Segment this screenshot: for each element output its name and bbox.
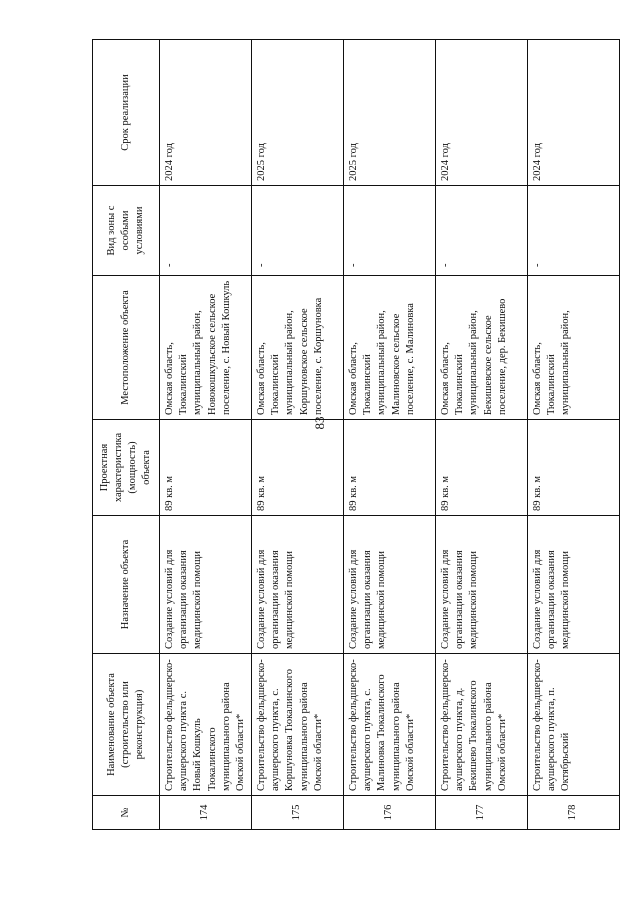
object-zone: - (436, 186, 528, 276)
page-number: 83 (312, 416, 327, 430)
object-purpose: Создание условий для организации оказания медицинской помощи (528, 516, 620, 654)
object-term: 2025 год (252, 40, 344, 186)
object-characteristic: 89 кв. м (528, 420, 620, 516)
object-characteristic: 89 кв. м (344, 420, 436, 516)
header-name: Наименование объекта (строительство или реконструкция) (93, 654, 160, 796)
object-name: Строительство фельдшерско-акушерского пункта, п. Октябрьский (528, 654, 620, 796)
object-zone: - (344, 186, 436, 276)
row-number: 178 (528, 796, 620, 830)
rotated-table-container (92, 40, 579, 830)
object-location: Омская область, Тюкалинский муниципальный район, Коршуновское сельское поселение, с. Коршуновка (252, 276, 344, 420)
object-characteristic: 89 кв. м (160, 420, 252, 516)
object-location: Омская область, Тюкалинский муниципальный район, Новокошкульское сельское поселение, с. Новый Кошкуль (160, 276, 252, 420)
object-characteristic: 89 кв. м (252, 420, 344, 516)
object-location: Омская область, Тюкалинский муниципальный район, (528, 276, 620, 420)
object-zone: - (160, 186, 252, 276)
header-characteristic: Проектная характеристика (мощность) объекта (93, 420, 160, 516)
header-purpose: Назначение объекта (93, 516, 160, 654)
object-term: 2024 год (436, 40, 528, 186)
object-name: Строительство фельдшерско-акушерского пункта, с. Коршуновка Тюкалинского муниципального района Омской области* (252, 654, 344, 796)
header-location: Местоположение объекта (93, 276, 160, 420)
row-number: 176 (344, 796, 436, 830)
object-name: Строительство фельдшерско-акушерского пункта, с. Малиновка Тюкалинского муниципального района Омской области* (344, 654, 436, 796)
object-name: Строительство фельдшерско-акушерского пункта с. Новый Кошкуль Тюкалинского муниципального района Омской области* (160, 654, 252, 796)
table-row (344, 40, 436, 830)
object-purpose: Создание условий для организации оказания медицинской помощи (344, 516, 436, 654)
object-characteristic: 89 кв. м (436, 420, 528, 516)
table-header-row (93, 40, 160, 830)
row-number: 175 (252, 796, 344, 830)
header-zone: Вид зоны с особыми условиями (93, 186, 160, 276)
table-row (528, 40, 620, 830)
object-purpose: Создание условий для организации оказания медицинской помощи (252, 516, 344, 654)
object-term: 2024 год (160, 40, 252, 186)
object-location: Омская область, Тюкалинский муниципальный район, Бекишевское сельское поселение, дер. Бекишево (436, 276, 528, 420)
table-row (160, 40, 252, 830)
object-zone: - (252, 186, 344, 276)
object-term: 2025 год (344, 40, 436, 186)
row-number: 174 (160, 796, 252, 830)
object-name: Строительство фельдшерско-акушерского пункта, д. Бекишево Тюкалинского муниципального района Омской области* (436, 654, 528, 796)
object-purpose: Создание условий для организации оказания медицинской помощи (436, 516, 528, 654)
object-location: Омская область, Тюкалинский муниципальный район, Малиновское сельское поселение, с. Малиновка (344, 276, 436, 420)
header-num: № (93, 796, 160, 830)
objects-table (92, 39, 620, 830)
object-zone: - (528, 186, 620, 276)
table-row (436, 40, 528, 830)
row-number: 177 (436, 796, 528, 830)
object-purpose: Создание условий для организации оказания медицинской помощи (160, 516, 252, 654)
table-row (252, 40, 344, 830)
object-term: 2024 год (528, 40, 620, 186)
header-term: Срок реализации (93, 40, 160, 186)
